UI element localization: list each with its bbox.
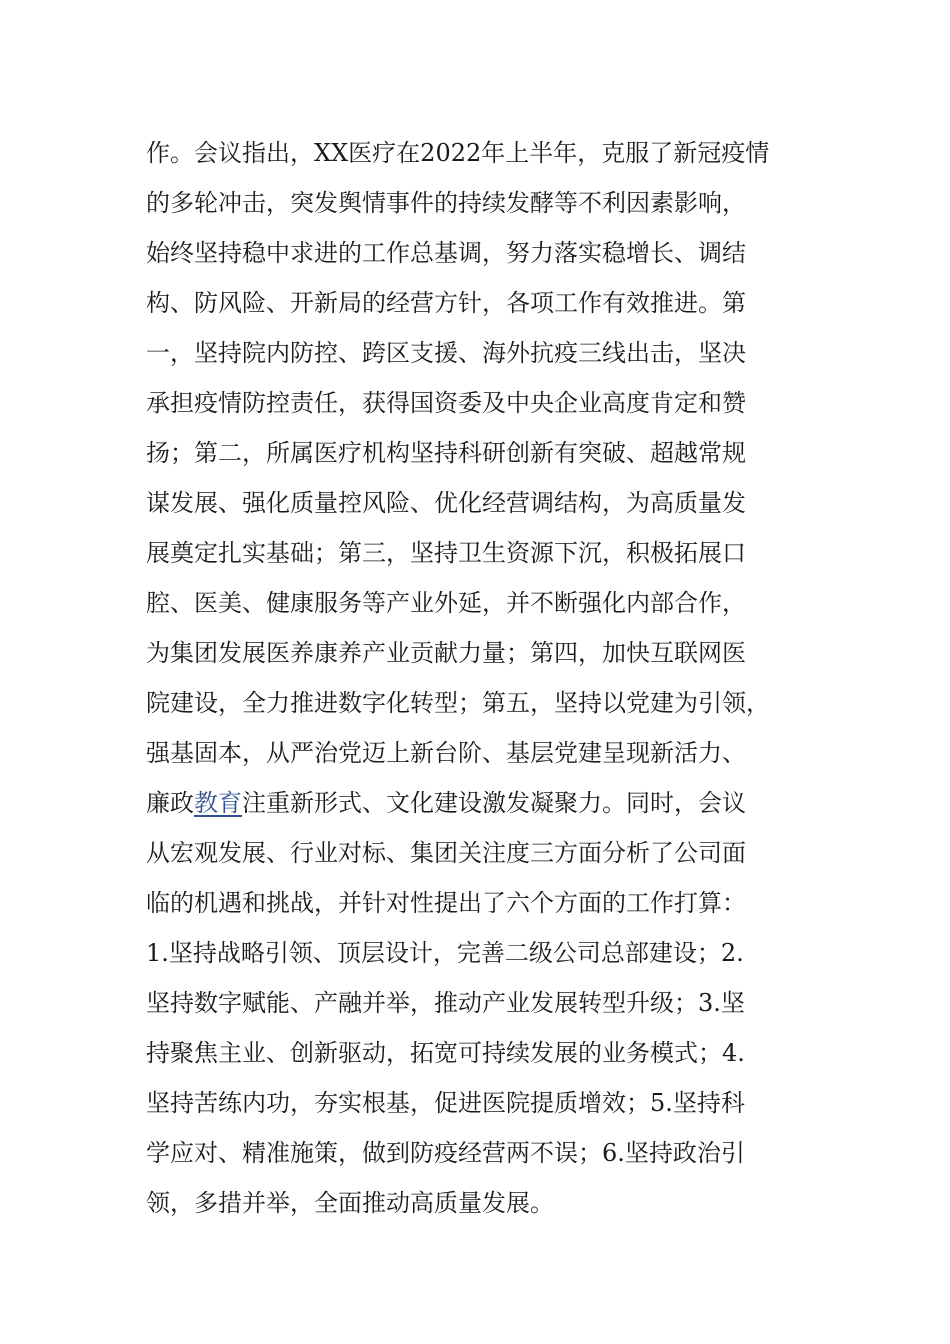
text-line: 作。会议指出，XX医疗在2022年上半年，克服了新冠疫情 [146,139,770,167]
text-line: 始终坚持稳中求进的工作总基调，努力落实稳增长、调结 [146,239,746,267]
text-line: 领，多措并举，全面推动高质量发展。 [146,1189,554,1217]
text-line: 院建设，全力推进数字化转型；第五，坚持以党建为引领， [146,689,770,717]
text-segment: 注重新形式、文化建设激发凝聚力。同时，会议 [242,789,746,817]
education-link[interactable]: 教育 [194,789,242,817]
text-line: 承担疫情防控责任，获得国资委及中央企业高度肯定和赞 [146,389,746,417]
text-line: 学应对、精准施策，做到防疫经营两不误；6.坚持政治引 [146,1139,745,1167]
text-line: 临的机遇和挑战，并针对性提出了六个方面的工作打算： [146,889,746,917]
text-line: 从宏观发展、行业对标、集团关注度三方面分析了公司面 [146,839,746,867]
text-line-with-link [146,778,826,828]
text-line: 谋发展、强化质量控风险、优化经营调结构，为高质量发 [146,489,746,517]
text-line: 1.坚持战略引领、顶层设计，完善二级公司总部建设；2. [146,939,744,967]
text-line: 的多轮冲击，突发舆情事件的持续发酵等不利因素影响， [146,189,746,217]
text-line: 坚持苦练内功，夯实根基，促进医院提质增效；5.坚持科 [146,1089,745,1117]
body-paragraph [146,128,826,1228]
text-line: 腔、医美、健康服务等产业外延，并不断强化内部合作， [146,589,746,617]
text-line: 坚持数字赋能、产融并举，推动产业发展转型升级；3.坚 [146,989,745,1017]
text-segment: 廉政 [146,789,194,817]
text-line: 强基固本，从严治党迈上新台阶、基层党建呈现新活力、 [146,739,746,767]
text-line: 持聚焦主业、创新驱动，拓宽可持续发展的业务模式；4. [146,1039,745,1067]
text-line: 扬；第二，所属医疗机构坚持科研创新有突破、超越常规 [146,439,746,467]
text-line: 构、防风险、开新局的经营方针，各项工作有效推进。第 [146,289,746,317]
text-line: 展奠定扎实基础；第三，坚持卫生资源下沉，积极拓展口 [146,539,746,567]
text-line: 一，坚持院内防控、跨区支援、海外抗疫三线出击，坚决 [146,339,746,367]
text-line: 为集团发展医养康养产业贡献力量；第四，加快互联网医 [146,639,746,667]
